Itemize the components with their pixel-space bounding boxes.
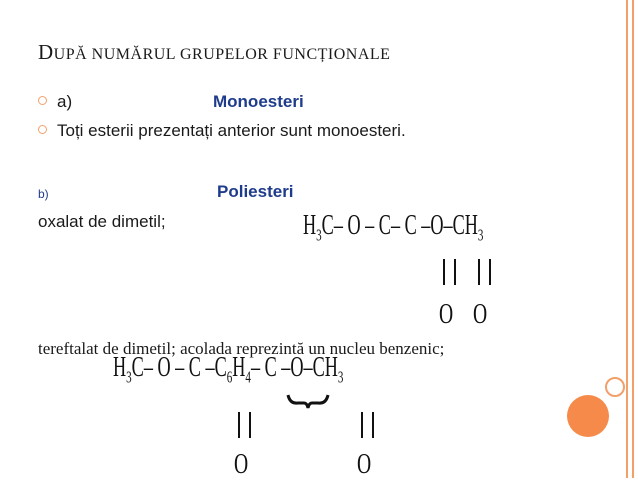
bullet-icon [38,96,47,105]
double-bond [443,259,456,285]
bullet-a: a) [38,92,72,112]
poliesteri-heading: Poliesteri [217,182,294,201]
monoesteri-heading: Monoesteri [213,92,304,111]
b-marker: b) [38,187,49,201]
oxalat-label: oxalat de dimetil; [38,212,166,231]
slide-border [626,0,638,478]
tereftalat-formula: $H_3C-$ O – C $-C_6H_4-$ C $-O-CH_3$ [113,352,344,387]
double-bond [238,412,251,438]
oxygen-atom: O [439,299,454,330]
oxalat-formula: $H_3C-$ O – C– C $-O-CH_3$ [303,210,484,245]
oxygen-atom: O [473,299,488,330]
decor-circle-big [567,395,609,437]
curly-brace-icon [286,392,330,410]
double-bond [478,259,491,285]
oxygen-atom: O [234,449,249,480]
oxygen-atom: O [357,449,372,480]
bullet-icon [38,125,47,134]
slide-title: DUPĂ NUMĂRUL GRUPELOR FUNCȚIONALE [38,40,391,64]
tereftalat-label: tereftalat de dimetil; acolada reprezintă un nucleu benzenic; [38,339,445,358]
double-bond [361,412,374,438]
bullet-monoesteri-text: Toți esterii prezentați anterior sunt monoesteri. [38,121,406,141]
decor-circle-small [605,377,625,397]
